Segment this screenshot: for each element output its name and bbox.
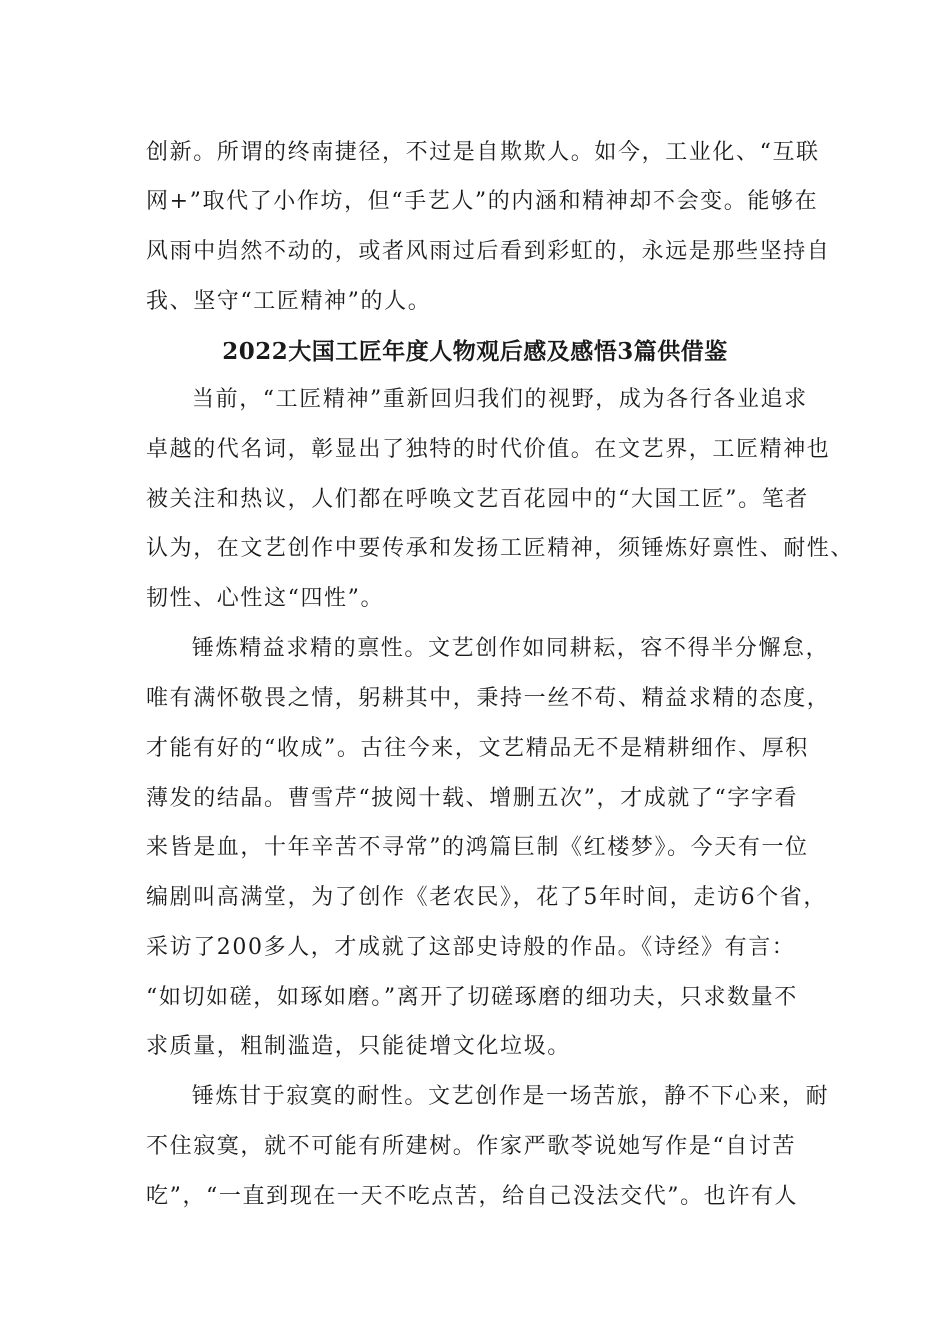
paragraph-2-line-6: 编剧叫高满堂，为了创作《老农民》，花了5年时间，走访6个省， [146, 885, 827, 910]
paragraph-2-line-5: 来皆是血，十年辛苦不寻常”的鸿篇巨制《红楼梦》。今天有一位 [146, 835, 809, 860]
paragraph-2-line-8: “如切如磋，如琢如磨。”离开了切磋琢磨的细功夫，只求数量不 [146, 985, 798, 1010]
paragraph-1-line-2: 卓越的代名词，彰显出了独特的时代价值。在文艺界，工匠精神也 [146, 437, 831, 462]
paragraph-3-line-3: 吃”，“一直到现在一天不吃点苦，给自己没法交代”。也许有人 [146, 1184, 799, 1209]
paragraph-1-line-1: 当前，“工匠精神”重新回归我们的视野，成为各行各业追求 [192, 387, 808, 412]
paragraph-2-line-4: 薄发的结晶。曹雪芹“披阅十载、增删五次”，才成就了“字字看 [146, 786, 799, 811]
intro-line-3: 风雨中岿然不动的，或者风雨过后看到彩虹的，永远是那些坚持自 [146, 239, 831, 264]
intro-line-4: 我、坚守“工匠精神”的人。 [146, 289, 432, 314]
paragraph-2-line-3: 才能有好的“收成”。古往今来，文艺精品无不是精耕细作、厚积 [146, 736, 809, 761]
paragraph-1-line-3: 被关注和热议，人们都在呼唤文艺百花园中的“大国工匠”。笔者 [146, 487, 809, 512]
paragraph-2-line-1: 锤炼精益求精的禀性。文艺创作如同耕耘，容不得半分懈怠， [192, 636, 830, 661]
intro-line-1: 创新。所谓的终南捷径，不过是自欺欺人。如今，工业化、“互联 [146, 140, 820, 165]
paragraph-1-line-5: 韧性、心性这“四性”。 [146, 586, 385, 611]
document-title: 2022大国工匠年度人物观后感及感悟3篇供借鉴 [222, 338, 728, 365]
paragraph-2-line-9: 求质量，粗制滥造，只能徒增文化垃圾。 [146, 1034, 571, 1059]
paragraph-2-line-2: 唯有满怀敬畏之情，躬耕其中，秉持一丝不苟、精益求精的态度， [146, 686, 831, 711]
paragraph-3-line-2: 不住寂寞，就不可能有所建树。作家严歌苓说她写作是“自讨苦 [146, 1134, 797, 1159]
paragraph-2-line-7: 采访了200多人，才成就了这部史诗般的作品。《诗经》有言： [146, 935, 796, 960]
paragraph-1-line-4: 认为，在文艺创作中要传承和发扬工匠精神，须锤炼好禀性、耐性、 [146, 536, 855, 561]
intro-line-2: 网+”取代了小作坊，但“手艺人”的内涵和精神却不会变。能够在 [146, 189, 819, 214]
paragraph-3-line-1: 锤炼甘于寂寞的耐性。文艺创作是一场苦旅，静不下心来，耐 [192, 1084, 830, 1109]
